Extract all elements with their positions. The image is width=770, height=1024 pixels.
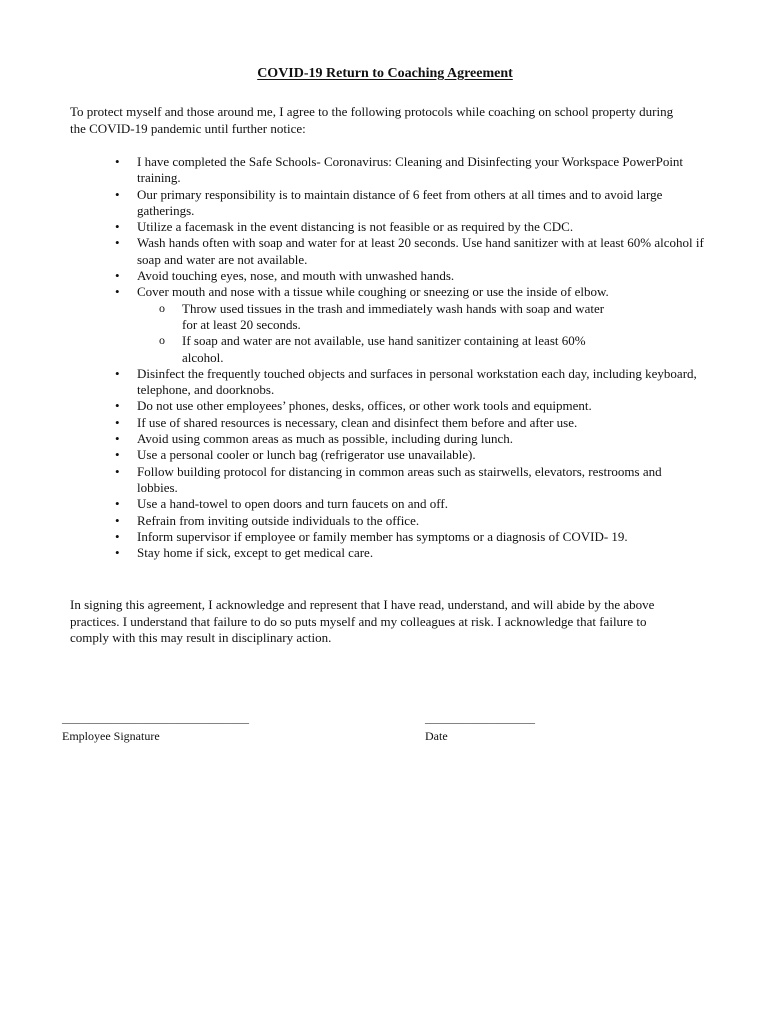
list-item (70, 284, 705, 365)
list-item: • Follow building protocol for distancing in common areas such as stairwells, elevators, restrooms and lobbies. (70, 464, 705, 497)
list-item: • Use a personal cooler or lunch bag (refrigerator use unavailable). (70, 447, 705, 463)
list-item: • Use a hand-towel to open doors and turn faucets on and off. (70, 496, 705, 512)
list-item: • Do not use other employees’ phones, desks, offices, or other work tools and equipment. (70, 398, 705, 414)
list-item-text: Cover mouth and nose with a tissue while coughing or sneezing or use the inside of elbow. (137, 284, 609, 300)
employee-signature-label: Employee Signature (62, 729, 160, 743)
protocol-list (70, 154, 705, 561)
document-title: COVID-19 Return to Coaching Agreement (257, 66, 513, 81)
list-item: • If use of shared resources is necessary, clean and disinfect them before and after use. (70, 415, 705, 431)
employee-signature-line[interactable]: __________________________________ (62, 713, 249, 725)
list-item: • Our primary responsibility is to maintain distance of 6 feet from others at all times and to avoid large gatherings. (70, 187, 705, 220)
sub-list (137, 301, 705, 366)
date-label: Date (425, 729, 448, 743)
closing-paragraph: In signing this agreement, I acknowledge and represent that I have read, understand, and will abide by the above practices. I understand that failure to do so puts myself and my colleagues at risk. I acknowledge that failure to comply with this may result in disciplinary action. (70, 597, 655, 645)
sub-list-item: o Throw used tissues in the trash and immediately wash hands with soap and water for at least 20 seconds. (137, 301, 622, 334)
list-item: • Avoid touching eyes, nose, and mouth with unwashed hands. (70, 268, 705, 284)
list-item: • Avoid using common areas as much as possible, including during lunch. (70, 431, 705, 447)
sub-list-item: o If soap and water are not available, use hand sanitizer containing at least 60% alcohol. (137, 333, 622, 366)
list-item: • Refrain from inviting outside individuals to the office. (70, 513, 705, 529)
list-item: • Stay home if sick, except to get medical care. (70, 545, 705, 561)
date-line[interactable]: ____________________ (425, 713, 535, 725)
list-item: • Disinfect the frequently touched objects and surfaces in personal workstation each day, including keyboard, telephone, and doorknobs. (70, 366, 705, 399)
list-item: • I have completed the Safe Schools- Coronavirus: Cleaning and Disinfecting your Workspace PowerPoint training. (70, 154, 705, 187)
list-item: • Wash hands often with soap and water for at least 20 seconds. Use hand sanitizer with at least 60% alcohol if soap and water are not available. (70, 235, 705, 268)
list-item: • Inform supervisor if employee or family member has symptoms or a diagnosis of COVID- 19. (70, 529, 705, 545)
list-item: • Utilize a facemask in the event distancing is not feasible or as required by the CDC. (70, 219, 705, 235)
intro-paragraph: To protect myself and those around me, I agree to the following protocols while coaching on school property during the COVID-19 pandemic until further notice: (70, 104, 674, 136)
